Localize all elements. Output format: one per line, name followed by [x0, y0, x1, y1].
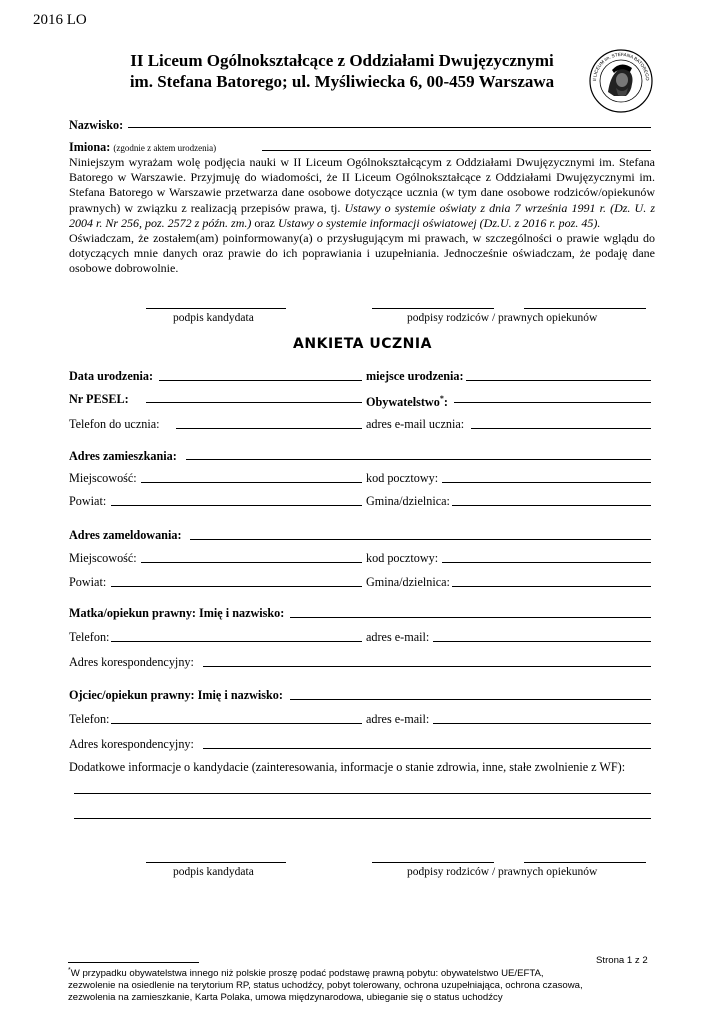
residence-county-label: Powiat: — [69, 494, 107, 508]
father-name-label: Ojciec/opiekun prawny: Imię i nazwisko: — [69, 688, 283, 702]
residence-postal-field[interactable] — [442, 482, 651, 483]
birth-place-field[interactable] — [466, 380, 651, 381]
additional-info-label: Dodatkowe informacje o kandydacie (zainteresowania, informacje o stanie zdrowia, inne, stałe zwolnienie z WF): — [69, 760, 626, 774]
candidate-signature-caption: podpis kandydata — [173, 312, 254, 324]
father-phone-label: Telefon: — [69, 712, 110, 726]
first-names-label: Imiona: — [69, 140, 111, 154]
parent2-signature-line-2[interactable] — [524, 862, 646, 863]
father-correspondence-field[interactable] — [203, 748, 651, 749]
page-number: Strona 1 z 2 — [596, 955, 648, 966]
student-phone-field[interactable] — [176, 428, 362, 429]
declaration-p1: Niniejszym wyrażam wolę podjęcia nauki w II Liceum Ogólnokształcącym z Oddziałami Dwujęzycznymi im. Stefana Batorego w Warszawie. Przyjmuję do wiadomości, że II Liceum Ogólnokształcące z Oddziałami Dwujęzycznymi im. Stefana Batorego w Warszawie przetwarza dane osobowe dotyczące ucznia (w tym dane osobowe rodziców/opiekunów prawnych) w związku z realizacją przepisów prawa, tj. — [69, 155, 655, 215]
father-email-field[interactable] — [433, 723, 651, 724]
father-correspondence-label: Adres korespondencyjny: — [69, 737, 194, 751]
residence-county-field[interactable] — [111, 505, 362, 506]
school-address: im. Stefana Batorego; ul. Myśliwiecka 6, 00-459 Warszawa — [129, 72, 555, 91]
registered-postal-field[interactable] — [442, 562, 651, 563]
registered-county-field[interactable] — [111, 586, 362, 587]
citizenship-label: Obywatelstwo — [366, 395, 440, 410]
first-names-label-group — [69, 140, 216, 155]
surname-label: Nazwisko: — [69, 118, 124, 132]
residence-town-field[interactable] — [141, 482, 362, 483]
candidate-signature-line-2[interactable] — [146, 862, 286, 863]
seal-emblem-icon — [588, 48, 654, 114]
school-seal — [588, 48, 654, 114]
mother-phone-label: Telefon: — [69, 630, 110, 644]
declaration-law2: Ustawy o systemie informacji oświatowej (Dz.U. z 2016 r. poz. 45). — [278, 215, 601, 230]
citizenship-colon: : — [443, 395, 448, 410]
registered-address-field[interactable] — [190, 539, 651, 540]
additional-info-line-1[interactable] — [74, 793, 651, 794]
school-name: II Liceum Ogólnokształcące z Oddziałami Dwujęzycznymi — [130, 51, 554, 70]
student-phone-label: Telefon do ucznia: — [69, 417, 160, 431]
parent2-signature-line[interactable] — [524, 308, 646, 309]
additional-info-line-2[interactable] — [74, 818, 651, 819]
mother-name-label: Matka/opiekun prawny: Imię i nazwisko: — [69, 606, 285, 620]
registered-municipality-label: Gmina/dzielnica: — [366, 575, 450, 589]
residence-town-label: Miejscowość: — [69, 471, 137, 485]
footnote-line-3: zezwolenia na zamieszkanie, Karta Polaka, umowa międzynarodowa, ubieganie się o status uchodźcy — [68, 992, 503, 1004]
declaration-oraz: oraz — [254, 215, 276, 230]
citizenship-footnote-mark: * — [439, 394, 444, 403]
birth-date-label: Data urodzenia: — [69, 369, 154, 383]
footnote-line-2: zezwolenie na osiedlenie na terytorium RP, status uchodźcy, pobyt tolerowany, ochrona uzupełniająca, ochrona czasowa, — [68, 980, 583, 992]
mother-correspondence-field[interactable] — [203, 666, 651, 667]
residence-municipality-label: Gmina/dzielnica: — [366, 494, 450, 508]
birth-place-label: miejsce urodzenia: — [366, 369, 464, 383]
registered-town-field[interactable] — [141, 562, 362, 563]
parents-signature-caption-2: podpisy rodziców / prawnych opiekunów — [407, 866, 598, 878]
footnote — [68, 965, 583, 1004]
student-email-field[interactable] — [471, 428, 651, 429]
citizenship-field[interactable] — [454, 402, 651, 403]
first-names-field[interactable] — [262, 150, 651, 151]
footnote-separator — [68, 962, 199, 963]
citizenship-label-group — [366, 392, 448, 409]
parent1-signature-line-2[interactable] — [372, 862, 494, 863]
corner-label: 2016 LO — [33, 12, 87, 28]
registered-town-label: Miejscowość: — [69, 551, 137, 565]
declaration-law1: Ustawy o systemie oświaty z dnia 7 września 1991 r. (Dz. U. z 2004 r. Nr 256, poz. 2572 z późn. zm.) — [69, 200, 655, 230]
mother-email-field[interactable] — [433, 641, 651, 642]
first-names-note: (zgodnie z aktem urodzenia) — [113, 143, 217, 153]
residence-municipality-field[interactable] — [452, 505, 651, 506]
mother-email-label: adres e-mail: — [366, 630, 430, 644]
residence-address-label: Adres zamieszkania: — [69, 449, 177, 463]
father-name-field[interactable] — [290, 699, 651, 700]
residence-address-field[interactable] — [186, 459, 651, 460]
registered-county-label: Powiat: — [69, 575, 107, 589]
surname-field[interactable] — [128, 127, 651, 128]
declaration-consent: Oświadczam, że zostałem(am) poinformowany(a) o przysługującym mi prawach, w szczególności o prawie wglądu do dotyczących mnie danych oraz prawie do ich poprawiania i uzupełniania. Jednocześnie oświadczam, że podaję dane osobowe dobrowolnie. — [69, 231, 655, 276]
footnote-text-1: W przypadku obywatelstwa innego niż polskie proszę podać podstawę prawną pobytu: obywatelstwo UE/EFTA, — [70, 968, 544, 980]
candidate-signature-line[interactable] — [146, 308, 286, 309]
mother-name-field[interactable] — [290, 617, 651, 618]
pesel-label: Nr PESEL: — [69, 392, 129, 406]
mother-correspondence-label: Adres korespondencyjny: — [69, 655, 194, 669]
birth-date-field[interactable] — [159, 380, 362, 381]
registered-postal-label: kod pocztowy: — [366, 551, 439, 565]
svg-text:II LICEUM im. STEFANA BATOREGO: II LICEUM im. STEFANA BATOREGO — [591, 51, 651, 82]
registered-address-label: Adres zameldowania: — [69, 528, 182, 542]
registered-municipality-field[interactable] — [452, 586, 651, 587]
declaration-text — [69, 155, 655, 231]
survey-title: ANKIETA UCZNIA — [293, 336, 432, 352]
candidate-signature-caption-2: podpis kandydata — [173, 866, 254, 878]
pesel-field[interactable] — [146, 402, 362, 403]
father-phone-field[interactable] — [111, 723, 362, 724]
school-header — [107, 50, 577, 92]
footnote-line-1 — [68, 965, 583, 980]
parent1-signature-line[interactable] — [372, 308, 494, 309]
student-email-label: adres e-mail ucznia: — [366, 417, 465, 431]
father-email-label: adres e-mail: — [366, 712, 430, 726]
mother-phone-field[interactable] — [111, 641, 362, 642]
residence-postal-label: kod pocztowy: — [366, 471, 439, 485]
footnote-mark: * — [68, 967, 71, 974]
parents-signature-caption: podpisy rodziców / prawnych opiekunów — [407, 312, 598, 324]
